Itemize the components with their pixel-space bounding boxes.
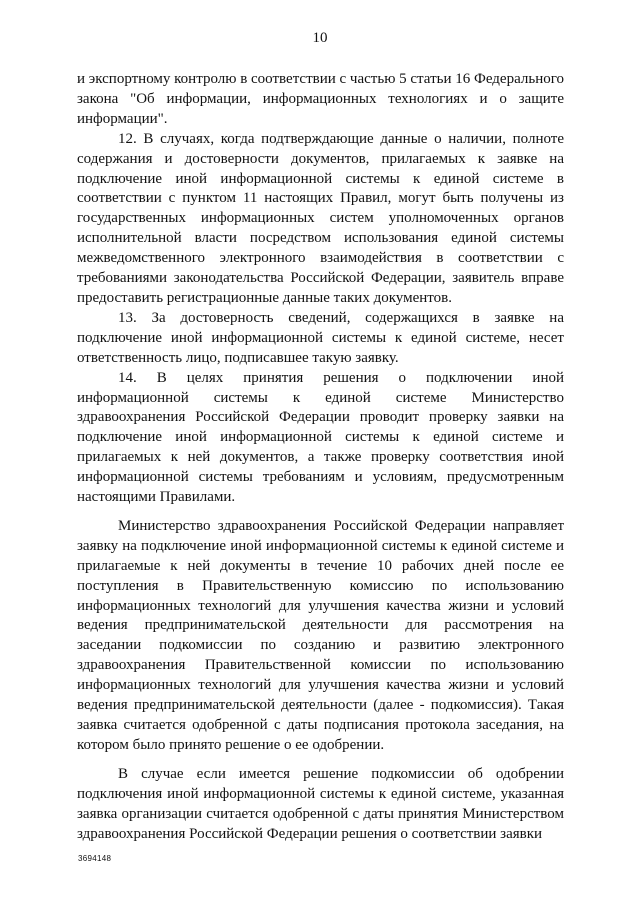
paragraph-ministry-forwarding: Министерство здравоохранения Российской Федерации направляет заявку на подключение иной информационной системы к единой системе и прилагаемые к ней документы в течение 10 рабочих дней после ее поступления в Правительственную комиссию по использованию информационных технологий для улучшения качества жизни и условий ведения предпринимательской деятельности для рассмотрения на заседании подкомиссии по созданию и развитию электронного здравоохранения Правительственной комиссии по использованию информационных технологий для улучшения качества жизни и условий ведения предпринимательской деятельности (далее - подкомиссия). Такая заявка считается одобренной с даты подписания протокола заседания, на котором было принято решение о ее одобрении. (77, 517, 564, 753)
paragraph-14: 14. В целях принятия решения о подключении иной информационной системы к единой системе Министерство здравоохранения Российской Федерации проводит проверку заявки на подключение иной информационной системы к единой системе и прилагаемых к ней документов, а также проверку соответствия иной информационной системы требованиям и условиям, предусмотренным настоящими Правилами. (77, 369, 564, 506)
paragraph-continuation: и экспортному контролю в соответствии с частью 5 статьи 16 Федерального закона "Об информации, информационных технологиях и о защите информации". (77, 71, 565, 127)
document-code: 3694148 (78, 854, 112, 863)
paragraph-13: 13. За достоверность сведений, содержащихся в заявке на подключение иной информационной системы к единой системе, несет ответственность лицо, подписавшее такую заявку. (77, 309, 564, 366)
paragraph-12: 12. В случаях, когда подтверждающие данные о наличии, полноте содержания и достоверности документов, прилагаемых к заявке на подключение иной информационной системы к единой системе в соответствии с пунктом 11 настоящих Правил, могут быть получены из государственных информационных систем уполномоченных органов исполнительной власти посредством использования единой системы межведомственного электронного взаимодействия в соответствии с требованиями законодательства Российской Федерации, заявитель вправе предоставить регистрационные данные таких документов. (77, 130, 564, 306)
paragraph-approval-case: В случае если имеется решение подкомиссии об одобрении подключения иной информационной системы к единой системе, указанная заявка организации считается одобренной с даты принятия Министерством здравоохранения Российской Федерации решения о соответствии заявки (77, 765, 564, 842)
document-body (77, 70, 564, 844)
page-number: 10 (312, 30, 328, 46)
